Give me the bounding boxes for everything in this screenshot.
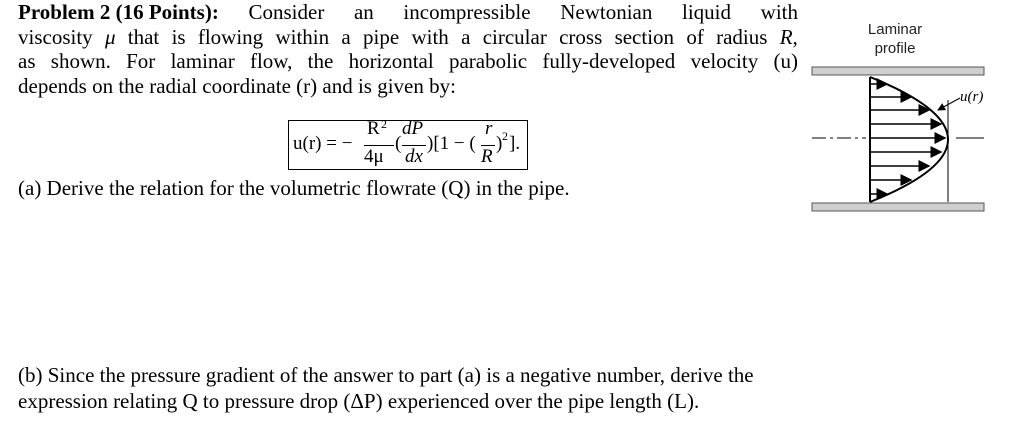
word: For: [126, 49, 156, 73]
word: the: [307, 49, 334, 73]
word: shown.: [50, 49, 111, 73]
label-line: Laminar: [867, 21, 923, 38]
word: circular: [482, 24, 547, 49]
radius-symbol: R,: [779, 24, 798, 49]
word: Newtonian: [560, 0, 653, 24]
parabolic-profile-curve: [870, 77, 948, 202]
problem-line-2: [18, 25, 798, 50]
word: cross: [559, 24, 603, 49]
word: laminar: [170, 49, 235, 73]
word: pipe: [363, 24, 400, 49]
problem-line-1: [18, 0, 798, 25]
word: viscosity: [18, 24, 93, 49]
word: liquid: [682, 0, 732, 24]
pipe-bottom-wall: [812, 203, 984, 211]
eq-close-exp: 2: [502, 129, 508, 143]
word: that: [127, 24, 160, 49]
problem-line-4: depends on the radial coordinate (r) and is given by:: [18, 73, 456, 98]
word: horizontal: [348, 49, 434, 73]
part-a-question: (a) Derive the relation for the volumetric flowrate (Q) in the pipe.: [18, 176, 570, 200]
word: (u): [773, 49, 798, 73]
label-line: profile: [874, 40, 916, 57]
eq-lhs: u(r) = −: [293, 133, 353, 154]
problem-heading: Problem 2 (16 Points):: [18, 0, 219, 24]
problem-line-3: [18, 49, 798, 74]
velocity-label: u(r): [960, 89, 984, 105]
word: a: [461, 24, 471, 49]
velocity-equation: [288, 117, 528, 170]
eq-bracket: )[1 − (: [427, 133, 476, 154]
word: incompressible: [403, 0, 531, 24]
word: fully-developed: [542, 49, 676, 73]
pipe-top-wall: [812, 67, 984, 75]
word: velocity: [690, 49, 759, 73]
laminar-profile-diagram: [808, 60, 988, 220]
part-b-line-1: (b) Since the pressure gradient of the answer to part (a) is a negative number, derive the: [18, 363, 754, 387]
laminar-profile-label: [840, 20, 950, 58]
velocity-arrows: [870, 84, 945, 194]
word: flowing: [197, 24, 264, 49]
problem-statement: [18, 0, 798, 98]
word: radius: [716, 24, 768, 49]
eq-den-r: R: [481, 146, 493, 167]
word: within: [275, 24, 330, 49]
mu-symbol: μ: [104, 24, 116, 49]
word: Consider: [248, 0, 325, 24]
part-b-question: [18, 362, 754, 414]
word: with: [760, 0, 798, 24]
word: as: [18, 49, 36, 73]
word: is: [171, 24, 186, 49]
eq-num-dp: dP: [402, 118, 424, 139]
word: parabolic: [448, 49, 528, 73]
eq-den-dx: dx: [405, 146, 423, 167]
eq-paren: (: [395, 133, 402, 154]
eq-num-r-exp: 2: [381, 117, 387, 131]
word: section: [614, 24, 675, 49]
eq-num-r-small: r: [485, 118, 493, 139]
eq-close: ): [496, 133, 503, 154]
word: with: [411, 24, 449, 49]
velocity-label-pointer: [938, 98, 960, 110]
word: of: [686, 24, 704, 49]
eq-num-r: R: [367, 118, 380, 139]
word: an: [353, 0, 374, 24]
part-b-line-2: expression relating Q to pressure drop (ΔP) experienced over the pipe length (L).: [18, 389, 700, 413]
word: flow,: [249, 49, 293, 73]
word: a: [341, 24, 351, 49]
eq-den-mu: 4μ: [364, 146, 384, 167]
eq-tail: ].: [509, 133, 521, 154]
